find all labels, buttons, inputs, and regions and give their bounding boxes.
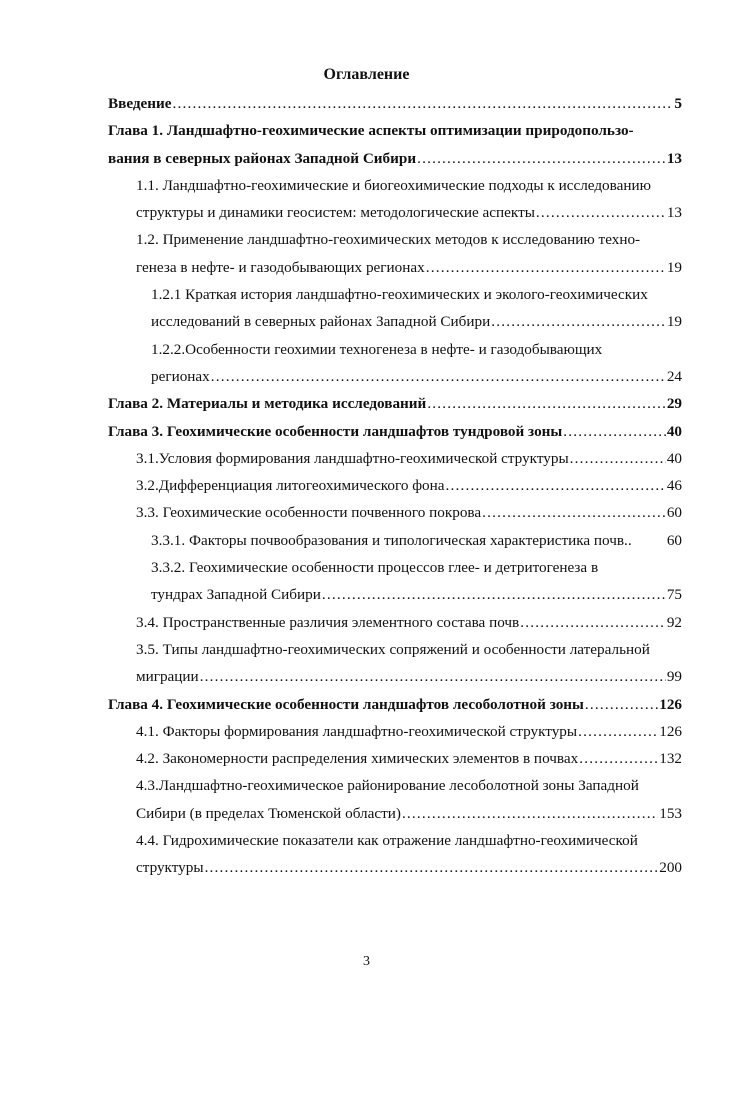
page-number: 3 [363, 954, 370, 969]
toc-entry-chapter-3[interactable]: Глава 3. Геохимические особенности ландшафтов тундровой зоны ..... 40 [108, 418, 682, 445]
toc-entry-chapter-1[interactable]: Глава 1. Ландшафтно-геохимические аспекты оптимизации природопользо- [108, 122, 634, 140]
toc-entry-chapter-2[interactable]: Глава 2. Материалы и методика исследований ..... 29 [108, 390, 682, 417]
toc-entry-4-3[interactable]: 4.3.Ландшафтно-геохимическое районирование лесоболотной зоны Западной [136, 777, 639, 795]
toc-entry-1-2-2[interactable]: 1.2.2.Особенности геохимии техногенеза в нефте- и газодобывающих [151, 340, 603, 358]
toc-entry-3-5-cont[interactable]: миграции ..... 99 [108, 663, 682, 690]
toc-entry-4-3-cont[interactable]: Сибири (в пределах Тюменской области) ..... 153 [108, 800, 682, 827]
toc-entry-3-4[interactable]: 3.4. Пространственные различия элементного состава почв ..... 92 [108, 609, 682, 636]
page-ref: 99 [666, 668, 682, 686]
toc-entry-1-2-cont[interactable]: генеза в нефте- и газодобывающих регионах ..... 19 [108, 254, 682, 281]
page-ref: 40 [666, 422, 682, 440]
page-ref: 92 [666, 613, 682, 631]
page-ref: 29 [666, 395, 682, 413]
toc-entry-3-3[interactable]: 3.3. Геохимические особенности почвенного покрова ..... 60 [108, 499, 682, 526]
page-ref: 126 [659, 695, 682, 713]
toc-entry-1-2-2-cont[interactable]: регионах ..... 24 [108, 363, 682, 390]
table-of-contents [108, 90, 682, 882]
toc-entry-4-1[interactable]: 4.1. Факторы формирования ландшафтно-геохимической структуры ..... 126 [108, 718, 682, 745]
toc-entry-3-3-1[interactable]: 3.3.1. Факторы почвообразования и типологическая характеристика почв.. 60 [108, 527, 682, 554]
page-ref: 75 [666, 586, 682, 604]
toc-entry-3-5[interactable]: 3.5. Типы ландшафтно-геохимических сопряжений и особенности латеральной [136, 640, 650, 658]
toc-entry-3-3-2-cont[interactable]: тундрах Западной Сибири ..... 75 [108, 581, 682, 608]
page-ref: 24 [666, 367, 682, 385]
toc-entry-3-1[interactable]: 3.1.Условия формирования ландшафтно-геохимической структуры ..... 40 [108, 445, 682, 472]
page-ref: 19 [666, 258, 682, 276]
page-ref: 60 [666, 531, 682, 549]
toc-entry-1-1[interactable]: 1.1. Ландшафтно-геохимические и биогеохимические подходы к исследованию [136, 176, 651, 194]
toc-entry-1-1-cont[interactable]: структуры и динамики геосистем: методологические аспекты ..... 13 [108, 199, 682, 226]
page-ref: 13 [666, 149, 682, 167]
page-ref: 60 [666, 504, 682, 522]
page-ref: 153 [659, 804, 682, 822]
page-ref: 46 [666, 477, 682, 495]
page-ref: 13 [666, 204, 682, 222]
page-ref: 19 [666, 313, 682, 331]
toc-entry-3-2[interactable]: 3.2.Дифференциация литогеохимического фона ..... 46 [108, 472, 682, 499]
toc-entry-1-2[interactable]: 1.2. Применение ландшафтно-геохимических методов к исследованию техно- [136, 231, 641, 249]
toc-entry-4-4[interactable]: 4.4. Гидрохимические показатели как отражение ландшафтно-геохимической [136, 832, 638, 850]
page-ref: 132 [659, 750, 682, 768]
page-ref: 5 [674, 95, 682, 112]
toc-entry-1-2-1-cont[interactable]: исследований в северных районах Западной Сибири ..... 19 [108, 308, 682, 335]
toc-entry-3-3-2[interactable]: 3.3.2. Геохимические особенности процессов глее- и детритогенеза в [151, 559, 599, 577]
toc-entry-4-2[interactable]: 4.2. Закономерности распределения химических элементов в почвах ..... 132 [108, 745, 682, 772]
page-ref: 200 [659, 859, 682, 877]
toc-entry-introduction[interactable]: Введение ..... 5 [108, 90, 682, 117]
toc-entry-chapter-1-cont[interactable]: вания в северных районах Западной Сибири ..... 13 [108, 145, 682, 172]
page-ref: 126 [659, 722, 682, 740]
page-ref: 40 [666, 449, 682, 467]
toc-entry-1-2-1[interactable]: 1.2.1 Краткая история ландшафтно-геохимических и эколого-геохимических [151, 286, 648, 304]
toc-entry-chapter-4[interactable]: Глава 4. Геохимические особенности ландшафтов лесоболотной зоны ..... 126 [108, 691, 682, 718]
toc-title: Оглавление [323, 66, 410, 83]
toc-entry-4-4-cont[interactable]: структуры ..... 200 [108, 854, 682, 881]
